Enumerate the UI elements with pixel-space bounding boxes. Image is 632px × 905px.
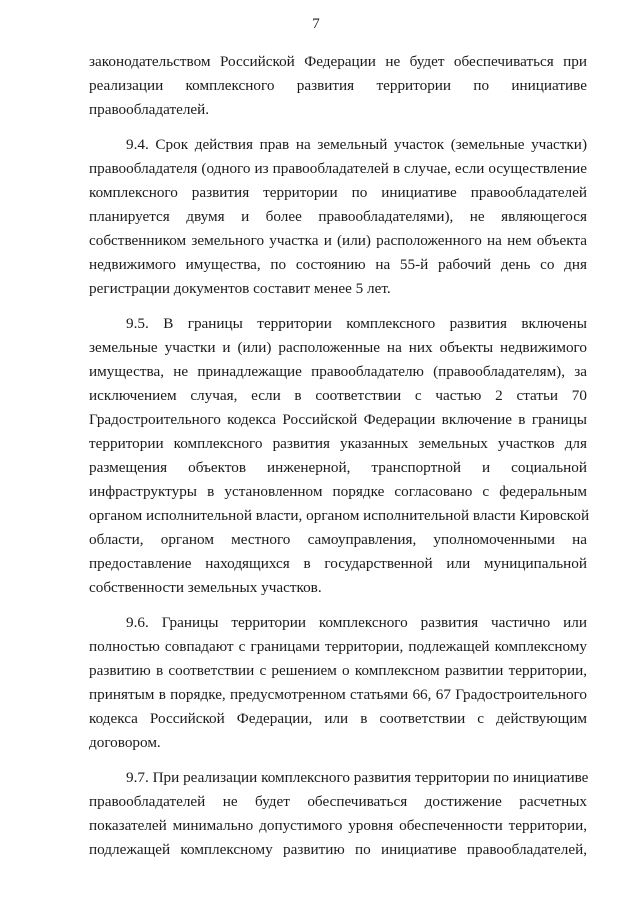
- paragraph-continuation: [89, 50, 587, 122]
- text-line: размещения объектов инженерной, транспортной и социальной: [89, 459, 587, 476]
- text-line: реализации комплексного развития территории по инициативе: [89, 77, 587, 94]
- text-line: правообладателей.: [89, 101, 210, 118]
- text-line: кодекса Российской Федерации, или в соответствии с действующим: [89, 710, 587, 727]
- text-line: территории комплексного развития указанных земельных участков для: [89, 435, 587, 452]
- text-line: земельные участки и (или) расположенные на них объекты недвижимого: [89, 339, 587, 356]
- text-line: собственности земельных участков.: [89, 579, 322, 596]
- text-line: недвижимого имущества, по состоянию на 55-й рабочий день со дня: [89, 256, 587, 273]
- text-line: имущества, не принадлежащие правообладателю (правообладателям), за: [89, 363, 587, 380]
- text-line: 9.4. Срок действия прав на земельный участок (земельные участки): [126, 136, 587, 153]
- text-line: органом исполнительной власти, органом исполнительной власти Кировской: [89, 507, 590, 524]
- text-line: инфраструктуры в установленном порядке согласовано с федеральным: [89, 483, 587, 500]
- text-line: регистрации документов составит менее 5 лет.: [89, 280, 391, 297]
- text-line: договором.: [89, 734, 161, 751]
- text-line: Градостроительного кодекса Российской Федерации включение в границы: [89, 411, 587, 428]
- text-line: принятым в порядке, предусмотренном статьями 66, 67 Градостроительного: [89, 686, 587, 703]
- text-line: 9.7. При реализации комплексного развития территории по инициативе: [126, 769, 589, 786]
- document-body: [89, 50, 590, 873]
- text-line: подлежащей комплексному развитию по инициативе правообладателей,: [89, 841, 587, 858]
- text-line: полностью совпадают с границами территории, подлежащей комплексному: [89, 638, 587, 655]
- paragraph-9-5: [89, 312, 590, 600]
- page-number: 7: [312, 16, 320, 32]
- text-line: показателей минимально допустимого уровня обеспеченности территории,: [89, 817, 587, 834]
- text-line: исключением случая, если в соответствии с частью 2 статьи 70: [89, 387, 587, 404]
- text-line: 9.5. В границы территории комплексного развития включены: [126, 315, 587, 332]
- text-line: области, органом местного самоуправления, уполномоченными на: [89, 531, 587, 548]
- text-line: собственником земельного участка и (или) расположенного на нем объекта: [89, 232, 587, 249]
- text-line: комплексного развития территории по инициативе правообладателей: [89, 184, 587, 201]
- paragraph-9-4: [89, 133, 587, 301]
- text-line: правообладателей не будет обеспечиваться достижение расчетных: [89, 793, 587, 810]
- paragraph-9-7: [89, 766, 587, 862]
- text-line: развитию в соответствии с решением о комплексном развитии территории,: [89, 662, 587, 679]
- text-line: 9.6. Границы территории комплексного развития частично или: [126, 614, 587, 631]
- paragraph-9-6: [89, 611, 587, 755]
- text-line: планируется двумя и более правообладателями), не являющегося: [89, 208, 587, 225]
- text-line: законодательством Российской Федерации не будет обеспечиваться при: [89, 53, 587, 70]
- text-line: предоставление находящихся в государственной или муниципальной: [89, 555, 587, 572]
- text-line: правообладателя (одного из правообладателей в случае, если осуществление: [89, 160, 587, 177]
